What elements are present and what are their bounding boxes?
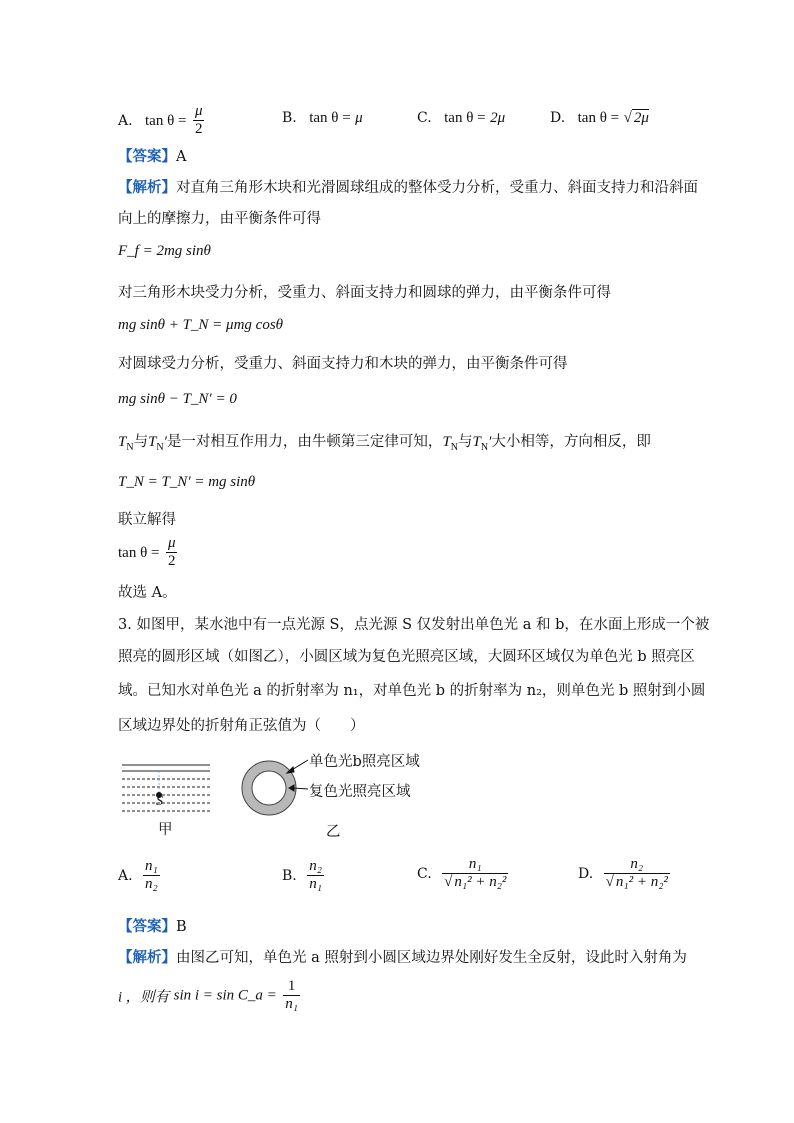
denominator: 2 — [167, 553, 176, 570]
q3-stem-line4: 区域边界处的折射角正弦值为（ ） — [118, 718, 365, 734]
q3-option-a — [118, 858, 162, 894]
equation-1: F_f = 2mg sinθ — [118, 243, 211, 259]
equation-4: T_N = T_N′ = mg sinθ — [118, 474, 256, 490]
fraction — [307, 858, 324, 894]
analysis-tag: 【解析】 — [118, 949, 176, 966]
inner-circle — [252, 771, 286, 805]
sqrt-symbol: √ — [623, 110, 632, 126]
q2-answer — [118, 145, 186, 166]
q2-option-a — [118, 103, 206, 139]
option-value: μ — [355, 110, 363, 126]
q2-option-b — [282, 110, 363, 127]
fraction: $\frac{\text{n₁}}{\text{√ n₁² + n₂²}}$ — [444, 856, 507, 891]
q2-analysis-line2: 向上的摩擦力，由平衡条件可得 — [118, 211, 321, 227]
denominator: 2 — [194, 121, 203, 138]
water-surface-lines — [122, 765, 210, 811]
fig2-caption: 乙 — [326, 824, 341, 840]
option-letter: A. — [118, 112, 133, 129]
answer-tag: 【答案】 — [118, 148, 176, 165]
option-value: 2μ — [490, 110, 506, 126]
option-letter: B. — [282, 110, 297, 126]
fraction — [193, 103, 205, 139]
q3-stem-line3: 域。已知水对单色光 a 的折射率为 n₁，对单色光 b 的折射率为 n₂，则单色光 b 照射到小圆 — [118, 683, 706, 699]
figure-water-pool — [120, 762, 212, 818]
numerator: n₁ — [442, 856, 508, 874]
option-value: 2μ — [633, 110, 649, 126]
numerator: μ — [193, 103, 205, 121]
fig1-caption: 甲 — [158, 822, 173, 838]
option-letter: C. — [417, 865, 432, 882]
text-fragment: 大小相等，方向相反，即 — [491, 434, 651, 450]
equation-2: mg sinθ + T_N = μmg cosθ — [118, 317, 284, 333]
eq-lhs: tan θ = — [118, 544, 160, 561]
equation-5 — [118, 535, 179, 571]
answer-tag: 【答案】 — [118, 918, 176, 935]
inner-label: 复色光照亮区域 — [309, 784, 411, 800]
q3-stem-line1: 3. 如图甲，某水池中有一点光源 S，点光源 S 仅发射出单色光 a 和 b，在水面上形成一个被 — [118, 617, 710, 633]
arrow-lines — [282, 755, 312, 799]
numerator: n₁ — [143, 858, 160, 876]
option-letter: C. — [417, 110, 432, 126]
q3-option-b — [282, 858, 326, 894]
numerator: 1 — [283, 978, 300, 996]
q3-option-c — [417, 856, 510, 892]
text-fragment: 与 — [133, 434, 149, 450]
tan-theta: tan θ = — [145, 112, 187, 129]
ring-label: 单色光b照亮区域 — [309, 754, 420, 770]
q2-analysis-line1 — [118, 176, 698, 197]
option-letter: B. — [282, 867, 297, 884]
answer-value: B — [176, 919, 187, 935]
text-fragment: 是一对相互作用力，由牛顿第三定律可知， — [166, 434, 443, 450]
q2-option-d — [550, 110, 649, 127]
fraction: $\frac{\text{n₂}}{\text{√ n₁² + n₂²}}$ — [605, 856, 668, 891]
q3-analysis-line1 — [118, 946, 687, 967]
fraction — [283, 978, 300, 1014]
q3-answer — [118, 915, 187, 936]
tan-theta: tan θ = — [577, 110, 620, 126]
q2-option-c — [417, 110, 505, 127]
option-letter: D. — [550, 110, 566, 126]
analysis-text: i ，则有 — [118, 989, 170, 1006]
q3-analysis-line2 — [118, 978, 302, 1014]
analysis-tag: 【解析】 — [118, 179, 176, 196]
q2-text-5: 联立解得 — [118, 512, 176, 528]
denominator: n₁² + n₂² — [454, 874, 507, 891]
denominator: n₁ — [309, 876, 322, 893]
q2-text-2: 对三角形木块受力分析，受重力、斜面支持力和圆球的弹力，由平衡条件可得 — [118, 285, 611, 301]
tan-theta: tan θ = — [309, 110, 351, 126]
equation-3: mg sinθ − T_N′ = 0 — [118, 391, 237, 407]
text-fragment: 与 — [458, 434, 473, 450]
fraction — [166, 535, 178, 571]
answer-value: A — [176, 149, 187, 165]
source-label: S — [156, 794, 163, 809]
q2-text-3: 对圆球受力分析，受重力、斜面支持力和木块的弹力，由平衡条件可得 — [118, 356, 568, 372]
option-letter: D. — [578, 865, 594, 882]
denominator: n₁ — [285, 996, 298, 1013]
analysis-equation: sin i = sin C_a = — [173, 987, 277, 1004]
tan-theta: tan θ = — [444, 110, 486, 126]
numerator: n₂ — [604, 856, 670, 874]
analysis-text: 由图乙可知，单色光 a 照射到小圆区域边界处刚好发生全反射，设此时入射角为 — [176, 950, 687, 966]
analysis-text: 对直角三角形木块和光滑圆球组成的整体受力分析，受重力、斜面支持力和沿斜面 — [176, 180, 698, 196]
numerator: n₂ — [307, 858, 324, 876]
q2-conclusion: 故选 A。 — [118, 585, 177, 601]
denominator: n₂ — [145, 876, 158, 893]
option-letter: A. — [118, 867, 133, 884]
q3-stem-line2: 照亮的圆形区域（如图乙），小圆区域为复色光照亮区域，大圆环区域仅为单色光 b 照亮区 — [118, 649, 695, 665]
q2-text-4: $T_N$与$T_N'$是一对相互作用力，由牛顿第三定律可知，$T_N$与$T_N'$大小相等，方向相反，即 — [118, 434, 651, 453]
q3-option-d — [578, 856, 672, 892]
numerator: μ — [166, 535, 178, 553]
fraction — [143, 858, 160, 894]
denominator: n₁² + n₂² — [615, 874, 668, 891]
